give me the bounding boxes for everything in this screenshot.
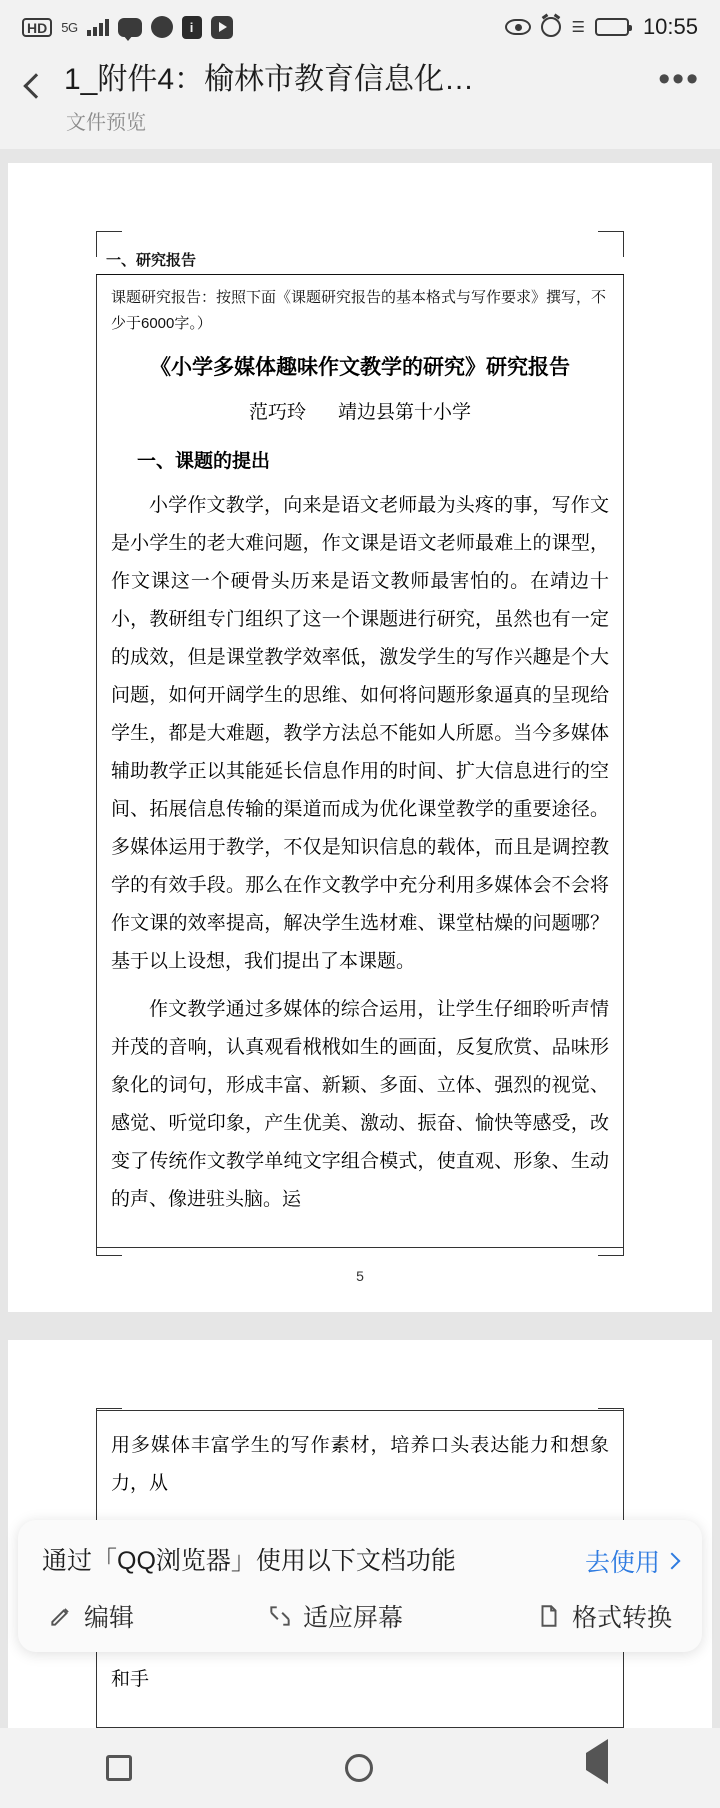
page-separator [0, 1312, 720, 1340]
convert-icon [536, 1603, 562, 1629]
section-heading: 一、研究报告 [96, 249, 624, 275]
app-header [0, 54, 720, 149]
author-name: 范巧玲 [248, 402, 306, 423]
document-viewer[interactable] [0, 149, 720, 1728]
page-subtitle: 文件预览 [66, 112, 146, 134]
crop-mark-icon [96, 1230, 122, 1256]
crop-mark-icon [598, 1408, 624, 1434]
more-options-icon[interactable]: ••• [658, 60, 700, 98]
promo-action-convert[interactable] [536, 1598, 672, 1634]
back-chevron-icon[interactable] [14, 58, 58, 114]
promo-message: 通过「QQ浏览器」使用以下文档功能 [42, 1547, 456, 1575]
chevron-right-icon [664, 1553, 681, 1570]
crop-mark-icon [598, 1230, 624, 1256]
paragraph: 小学作文教学，向来是语文老师最为头疼的事，写作文是小学生的老大难问题，作文课是语文老师最难上的课型，作文课这一个硬骨头历来是语文教师最害怕的。在靖边十小，教研组专门组织了这一个课题进行研究，虽然也有一定的成效，但是课堂教学效率低，激发学生的写作兴趣是个大问题，如何开阔学生的思维、如何将问题形象逼真的呈现给学生，都是大难题，教学方法总不能如人所愿。当今多媒体辅助教学正以其能延长信息作用的时间、扩大信息进行的空间、拓展信息传输的渠道而成为优化课堂教学的重要途径。多媒体运用于教学，不仅是知识信息的载体，而且是调控教学的有效手段。那么在作文教学中充分利用多媒体会不会将作文课的效率提高，解决学生选材难、课堂枯燥的问题哪？基于以上设想，我们提出了本课题。 [111, 495, 609, 972]
paragraph: 和手 [111, 1669, 150, 1690]
crop-mark-icon [96, 231, 122, 257]
promo-action-label: 格式转换 [571, 1604, 672, 1632]
promo-action-label: 适应屏幕 [302, 1604, 403, 1632]
promo-action-label: 编辑 [84, 1604, 135, 1632]
report-title: 《小学多媒体趣味作文教学的研究》研究报告 [150, 356, 570, 379]
status-bar-right [505, 14, 698, 40]
system-nav-bar [0, 1728, 720, 1808]
home-button-icon[interactable] [345, 1754, 373, 1782]
paragraph: 作文教学通过多媒体的综合运用，让学生仔细聆听声情并茂的音响，认真观看栰栰如生的画面，反复欣赏、品味形象化的词句，形成丰富、新颖、多面、立体、强烈的视觉、感觉、听觉印象，产生优美、激动、振奋、愉快等感受，改变了传统作文教学单纯文字组合模式，使直观、形象、生动的声、像进驻头脑。运 [111, 999, 609, 1210]
report-frame [96, 275, 624, 1248]
promo-main-row [42, 1542, 678, 1580]
header-titles [58, 58, 648, 135]
fit-screen-icon [267, 1603, 293, 1629]
video-icon [211, 16, 233, 39]
promo-action-fit-screen[interactable] [267, 1598, 403, 1634]
promo-banner[interactable] [18, 1520, 702, 1652]
eye-icon [505, 19, 531, 35]
crop-mark-icon [598, 231, 624, 257]
page-number: 5 [356, 1268, 364, 1284]
document-page-1 [8, 163, 712, 1312]
signal-bars-icon [87, 18, 109, 36]
page-1-content [8, 163, 712, 1312]
author-org: 靖边县第十小学 [338, 402, 472, 423]
promo-actions [42, 1598, 678, 1634]
report-author [111, 397, 609, 424]
paragraph: 用多媒体丰富学生的写作素材，培养口头表达能力和想象力，从 [111, 1435, 609, 1494]
status-bar-left [22, 16, 233, 39]
network-type-icon: 5G [61, 19, 78, 35]
clock: 10:55 [642, 14, 698, 39]
globe-icon [151, 16, 173, 38]
hd-icon: HD [22, 18, 52, 37]
promo-cta-button[interactable] [585, 1543, 678, 1579]
page-title: 1_附件4：榆林市教育信息化… [64, 63, 475, 96]
promo-cta-label: 去使用 [584, 1549, 660, 1577]
back-button-icon[interactable] [586, 1753, 614, 1783]
report-subheading: 一、课题的提出 [137, 451, 271, 472]
battery-icon [595, 18, 629, 36]
edit-icon [48, 1603, 74, 1629]
crop-mark-icon [96, 1408, 122, 1434]
report-note: 课题研究报告：按照下面《课题研究报告的基本格式与写作要求》撰写，不少于6000字。） [111, 289, 607, 332]
status-bar [0, 0, 720, 54]
recents-button-icon[interactable] [106, 1755, 132, 1781]
vibrate-icon: ☰ [571, 18, 585, 36]
alarm-icon [541, 17, 561, 37]
promo-action-edit[interactable] [48, 1598, 134, 1634]
chat-icon [118, 18, 142, 37]
info-icon: i [182, 16, 202, 39]
